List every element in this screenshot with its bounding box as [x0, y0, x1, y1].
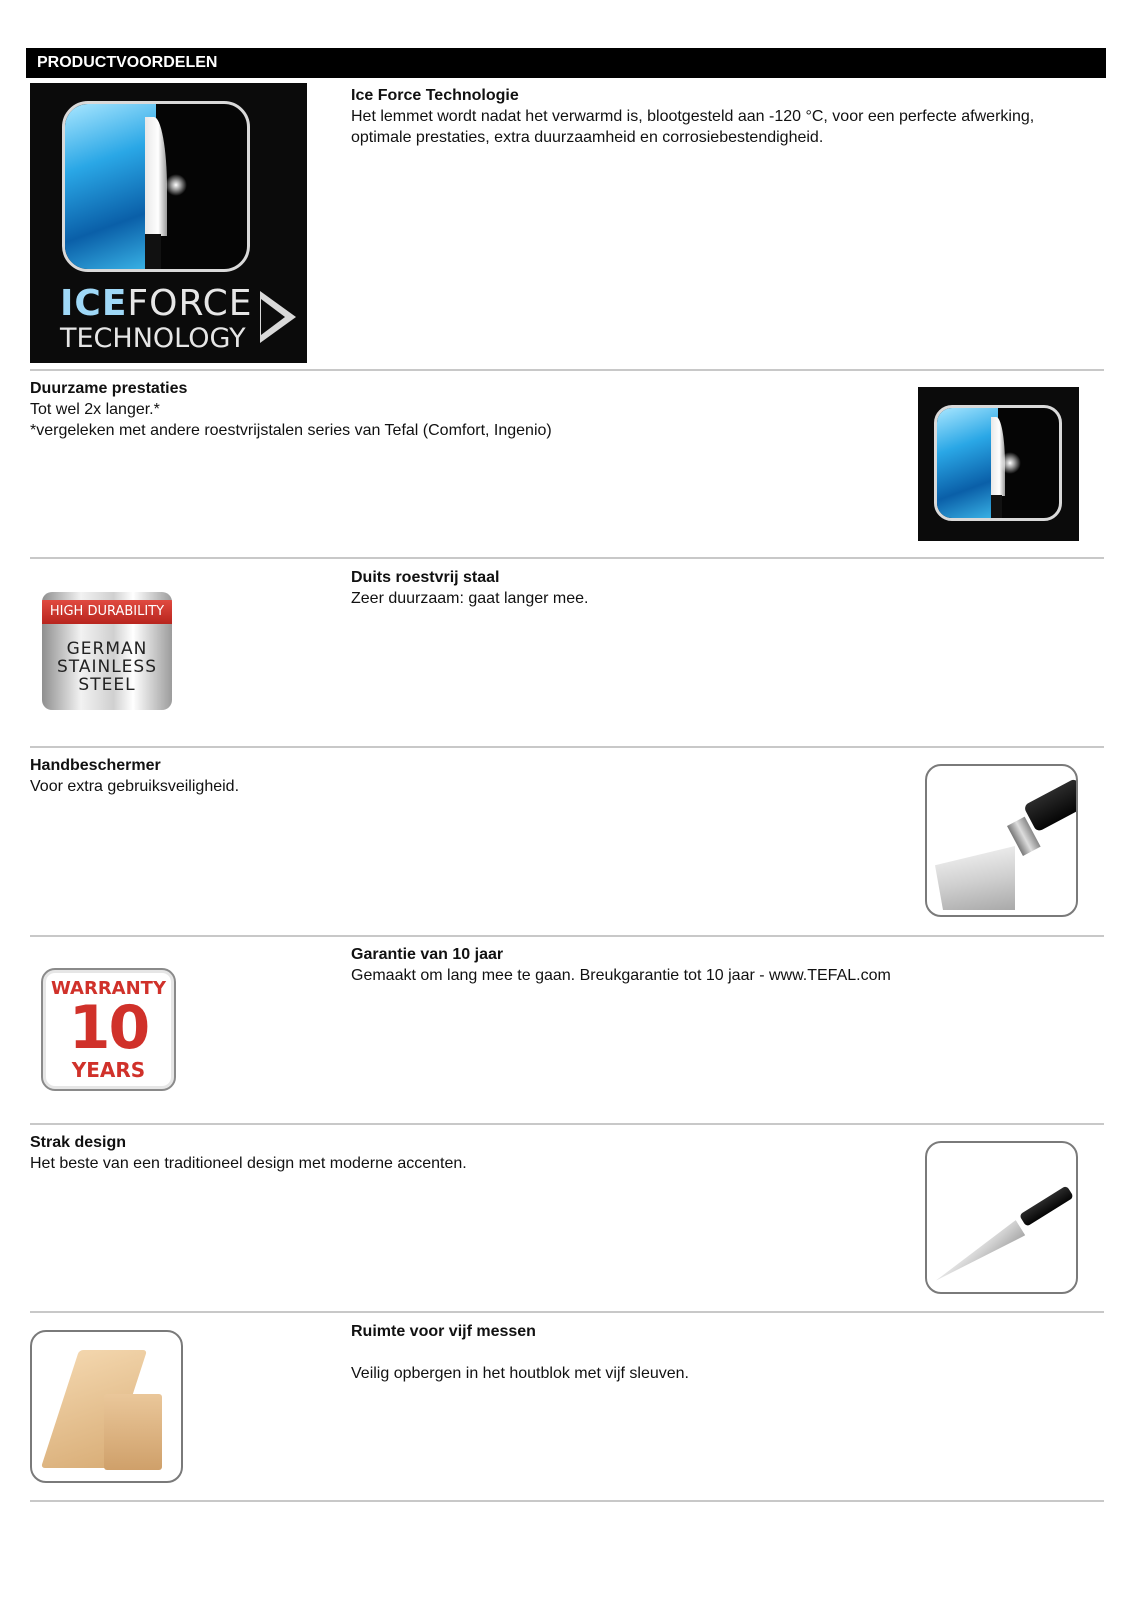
feature-design: [30, 1132, 467, 1174]
slim-knife-image: [925, 1141, 1078, 1294]
warranty-bottom-text: YEARS: [71, 1058, 146, 1082]
feature-text: Gemaakt om lang mee te gaan. Breukgarantie tot 10 jaar - www.TEFAL.com: [351, 967, 891, 984]
warranty-top-text: WARRANTY: [50, 978, 166, 999]
german-steel-badge: [42, 592, 172, 710]
feature-title: Garantie van 10 jaar: [351, 946, 504, 963]
feature-title: Handbeschermer: [30, 757, 161, 774]
divider: [30, 369, 1104, 371]
warranty-10-years-badge: [41, 968, 176, 1091]
feature-text: Veilig opbergen in het houtblok met vijf sleuven.: [351, 1365, 689, 1382]
feature-text: *vergeleken met andere roestvrijstalen series van Tefal (Comfort, Ingenio): [30, 422, 552, 439]
iceforce-technology-text: TECHNOLOGY: [60, 323, 246, 354]
feature-warranty: [351, 944, 891, 986]
warranty-number: 10: [68, 993, 149, 1063]
feature-ice-force: [351, 85, 1034, 148]
badge-line: GERMAN: [66, 639, 148, 659]
iceforce-wordmark: ICEFORCE: [60, 283, 253, 324]
feature-title: Duurzame prestaties: [30, 380, 188, 397]
feature-hand-guard: [30, 755, 239, 797]
divider: [30, 1500, 1104, 1502]
feature-text: Zeer duurzaam: gaat langer mee.: [351, 590, 589, 607]
badge-top-text: HIGH DURABILITY: [42, 600, 172, 624]
ice-knife-card-icon: [934, 405, 1062, 521]
feature-knife-block: [351, 1321, 689, 1384]
divider: [30, 935, 1104, 937]
feature-text: optimale prestaties, extra duurzaamheid en corrosiebestendigheid.: [351, 129, 824, 146]
feature-text: [351, 1342, 689, 1363]
badge-line: STEEL: [78, 675, 136, 695]
feature-title: Ice Force Technologie: [351, 87, 519, 104]
feature-german-steel: [351, 567, 588, 609]
feature-title: Strak design: [30, 1134, 127, 1151]
ice-knife-image: [918, 387, 1079, 541]
divider: [30, 1311, 1104, 1313]
ice-knife-card-icon: [62, 101, 250, 272]
feature-text: Het lemmet wordt nadat het verwarmd is, blootgesteld aan -120 °C, voor een perfecte afwerking,: [351, 108, 1035, 125]
feature-text: Tot wel 2x langer.*: [30, 401, 160, 418]
hand-guard-knife-image: [925, 764, 1078, 917]
feature-text: Het beste van een traditioneel design met moderne accenten.: [30, 1155, 467, 1172]
divider: [30, 557, 1104, 559]
feature-title: Duits roestvrij staal: [351, 569, 500, 586]
feature-title: Ruimte voor vijf messen: [351, 1323, 536, 1340]
feature-text: Voor extra gebruiksveiligheid.: [30, 778, 240, 795]
iceforce-logo: [30, 83, 307, 363]
wood-block-image: [30, 1330, 183, 1483]
feature-durability: [30, 378, 552, 441]
section-header: PRODUCTVOORDELEN: [26, 48, 1106, 78]
badge-line: STAINLESS: [56, 657, 157, 677]
divider: [30, 746, 1104, 748]
divider: [30, 1123, 1104, 1125]
